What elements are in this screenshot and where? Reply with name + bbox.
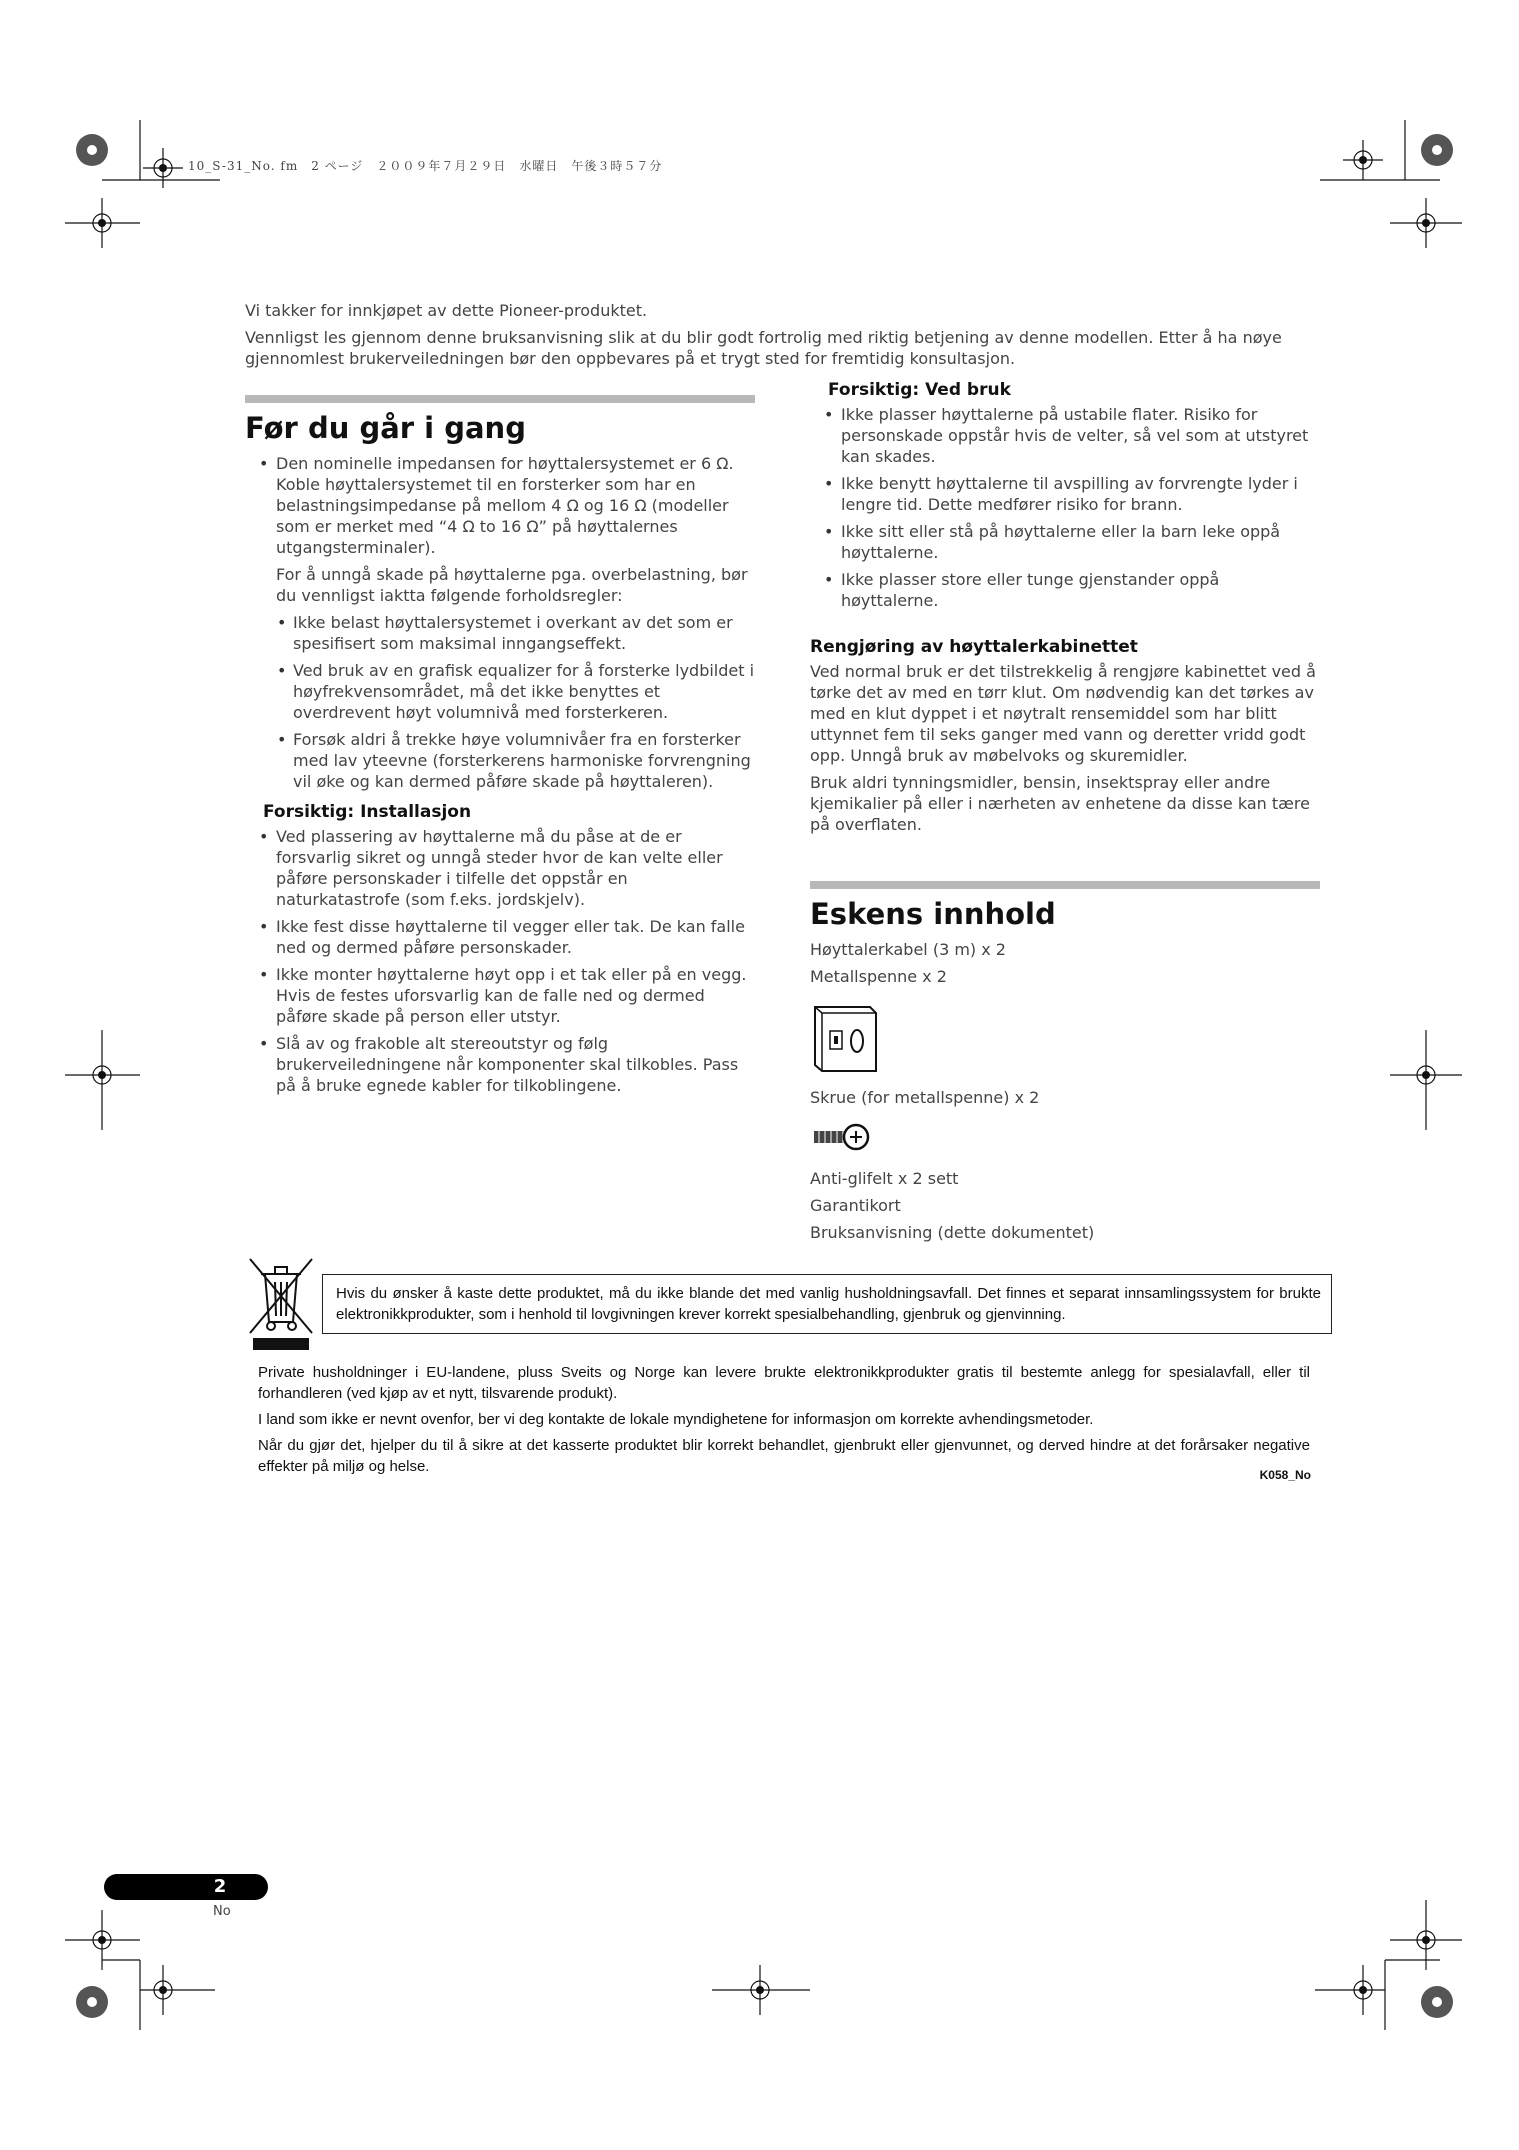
weee-paragraph: Private husholdninger i EU-landene, pluss Sveits og Norge kan levere brukte elektronikkprodukter gratis til bestemte anlegg for spesialavfall, eller til forhandleren (ved kjøp av et nytt, tilsvarende produkt). [258,1364,1310,1402]
right-column [810,380,1320,1249]
before-start-list [245,453,755,558]
contents-manual: Bruksanvisning (dette dokumentet) [810,1223,1095,1242]
usage-title: Forsiktig: Ved bruk [828,380,1011,400]
before-start-title: Før du går i gang [245,411,526,445]
section-divider [810,881,1320,889]
usage-list [810,404,1320,611]
intro-read: Vennligst les gjennom denne bruksanvisning slik at du blir godt fortrolig med riktig betjening av denne modellen. Etter å ha nøye gjennomlest brukerveiledningen bør den oppbevares på et trygt sted for fremtidig konsultasjon. [245,328,1282,368]
list-item: • Ved plassering av høyttalerne må du påse at de er forsvarlig sikret og unngå steder hvor de kan velte eller påføre personskader i tilfelle det oppstår en naturkatastrofe (som f.eks. jordskjelv). [245,826,755,910]
intro-thanks: Vi takker for innkjøpet av dette Pioneer-produktet. [245,301,648,320]
metal-bracket-icon [810,1001,880,1077]
contents-title: Eskens innhold [810,897,1056,931]
list-item: • Forsøk aldri å trekke høye volumnivåer fra en forsterker med lav yteevne (forsterkerens harmoniske forvrengning vil øke og kan dermed påføre skade på høyttaleren). [245,729,755,792]
list-item: • Ikke belast høyttalersystemet i overkant av det som er spesifisert som maksimal inngangseffekt. [245,612,755,654]
list-item: • Ved bruk av en grafisk equalizer for å forsterke lydbildet i høyfrekvensområdet, må det ikke benyttes et overdrevent høyt volumnivå med forsterkeren. [245,660,755,723]
list-item: • Ikke fest disse høyttalerne til vegger eller tak. De kan falle ned og dermed påføre personskader. [245,916,755,958]
list-item: • Ikke plasser høyttalerne på ustabile flater. Risiko for personskade oppstår hvis de velter, så vel som at utstyret kan skades. [810,404,1320,467]
cleaning-title: Rengjøring av høyttalerkabinettet [810,637,1138,657]
file-stamp: 10_S-31_No. fm 2 ページ ２００９年７月２９日 水曜日 午後３時５７分 [188,159,663,173]
contents-felt: Anti-glifelt x 2 sett [810,1169,959,1188]
page-number-badge [104,1874,268,1900]
intro [245,300,1325,375]
overload-list [245,612,755,792]
list-item: • Ikke sitt eller stå på høyttalerne eller la barn leke oppå høyttalerne. [810,521,1320,563]
list-item: • Den nominelle impedansen for høyttalersystemet er 6 Ω. Koble høyttalersystemet til en forsterker som har en belastningsimpedanse på mellom 4 Ω og 16 Ω (modeller som er merket med “4 Ω to 16 Ω” på høyttalernes utgangsterminaler). [245,453,755,558]
page-language: No [213,1904,231,1919]
list-item: • Ikke plasser store eller tunge gjenstander oppå høyttalerne. [810,569,1320,611]
screw-icon [810,1120,870,1154]
list-item: • Ikke monter høyttalerne høyt opp i et tak eller på en vegg. Hvis de festes uforsvarlig kan de falle ned og dermed påføre skade på person eller utstyr. [245,964,755,1027]
weee-code: K058_No [1259,1468,1311,1482]
contents-screw: Skrue (for metallspenne) x 2 [810,1088,1040,1107]
contents-cable: Høyttalerkabel (3 m) x 2 [810,940,1006,959]
contents-warranty: Garantikort [810,1196,901,1215]
crossed-bin-icon [247,1256,315,1352]
list-item: • Ikke benytt høyttalerne til avspilling av forvrengte lyder i lengre tid. Dette medfører risiko for brann. [810,473,1320,515]
weee-notice [258,1362,1310,1482]
weee-notice-box: Hvis du ønsker å kaste dette produktet, må du ikke blande det med vanlig husholdningsavfall. Det finnes et separat innsamlingssystem for brukte elektronikkprodukter, som i henhold til lovgivningen krever korrekt spesialbehandling, gjenbruk og gjenvinning. [322,1274,1332,1334]
overload-note: For å unngå skade på høyttalerne pga. overbelastning, bør du vennligst iaktta følgende forholdsregler: [276,565,748,605]
left-column [245,395,755,1102]
page-number: 2 [213,1876,227,1897]
cleaning-paragraph: Ved normal bruk er det tilstrekkelig å rengjøre kabinettet ved å tørke det av med en tørr klut. Om nødvendig kan det tørkes av med en klut dyppet i et nøytralt rensemiddel som har blitt uttynnet fem til seks ganger med vann og deretter vridd godt opp. Unngå bruk av møbelvoks og skuremidler. [810,662,1316,765]
contents-bracket: Metallspenne x 2 [810,967,947,986]
weee-paragraph: Når du gjør det, hjelper du til å sikre at det kasserte produktet blir korrekt behandlet, gjenbrukt eller gjenvunnet, og derved hindre at det forårsaker negative effekter på miljø og helse. [258,1437,1310,1475]
list-item: • Slå av og frakoble alt stereoutstyr og følg brukerveiledningene når komponenter skal tilkobles. Pass på å bruke egnede kabler for tilkoblingene. [245,1033,755,1096]
section-divider [245,395,755,403]
cleaning-warning: Bruk aldri tynningsmidler, bensin, insektspray eller andre kjemikalier på eller i nærheten av enhetene da disse kan tære på overflaten. [810,773,1310,834]
installation-list [245,826,755,1096]
installation-title: Forsiktig: Installasjon [263,802,472,822]
weee-paragraph: I land som ikke er nevnt ovenfor, ber vi deg kontakte de lokale myndighetene for informasjon om korrekte avhendingsmetoder. [258,1411,1094,1428]
